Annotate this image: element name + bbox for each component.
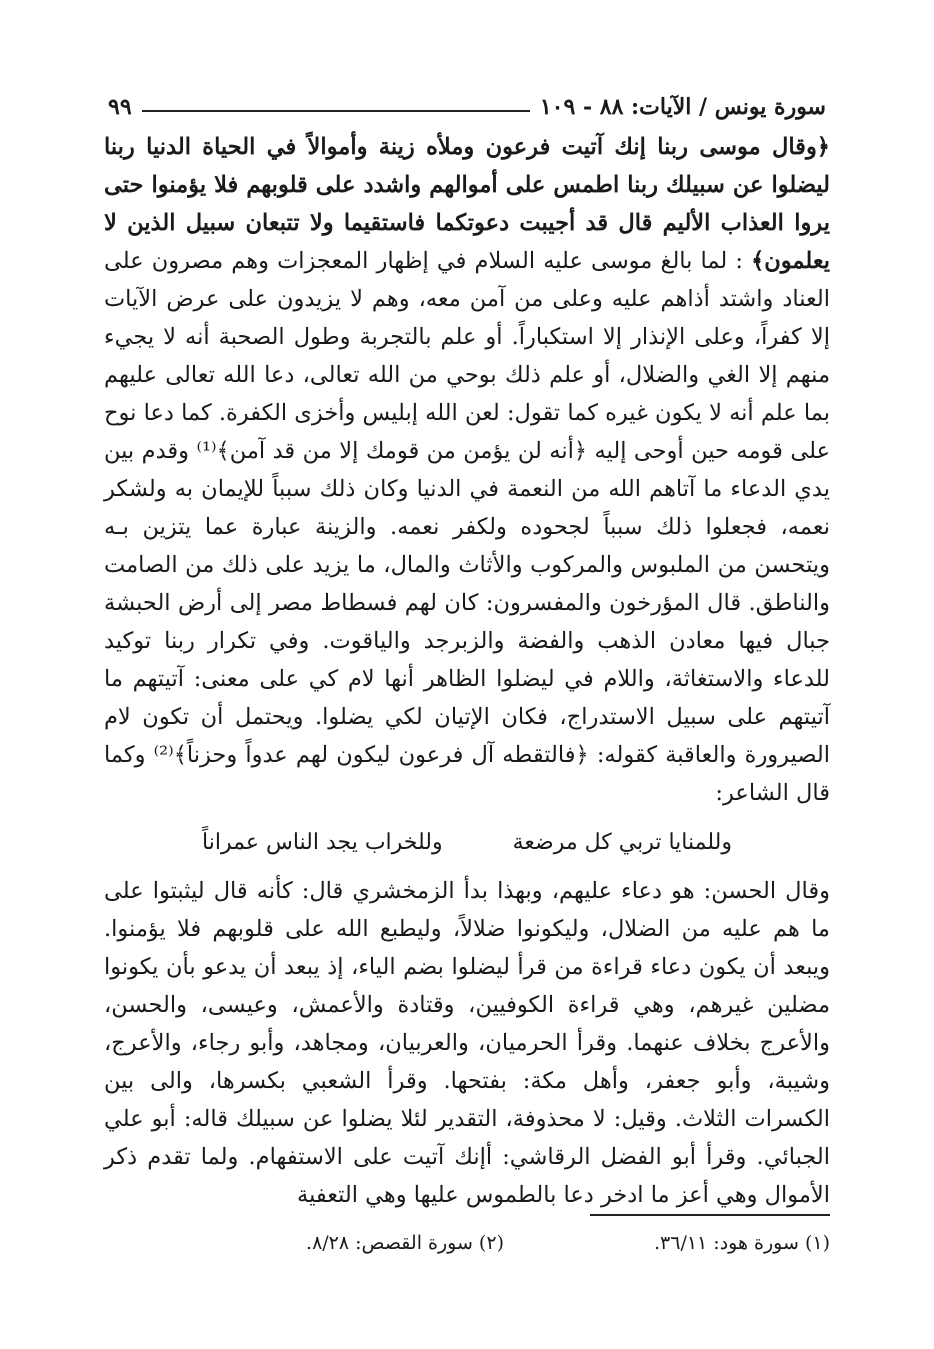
poetry-verse [104, 824, 830, 862]
poem-hemistich-right: وللمنايا تربي كل مرضعة [512, 830, 732, 855]
page-number: ٩٩ [108, 94, 132, 120]
paragraph-1 [104, 128, 830, 812]
main-text [104, 128, 830, 1214]
footnote-1: (١) سورة هود: ٣٦/١١. [653, 1232, 830, 1254]
surah-title: سورة يونس / الآيات: ٨٨ - ١٠٩ [539, 94, 826, 120]
commentary-text: : لما بالغ موسى عليه السلام في إظهار المعجزات وهم مصرون على العناد واشتد أذاهم عليه وعلى من آمن معه، وهم لا يزيدون على عرض الآيات إلا كفراً، وعلى الإنذار إلا استكباراً. أو علم بالتجربة وطول الصحبة أنه لا يجيء منهم إلا الغي والضلال، أو علم ذلك بوحي من الله تعالى، دعا الله تعالى عليهم بما علم أنه لا يكون غيره كما تقول: لعن الله إبليس وأخزى الكفرة. كما دعا نوح على قومه حين أوحى إليه ﴿أنه لن يؤمن من قومك إلا من قد آمن﴾⁽¹⁾ وقدم بين يدي الدعاء ما آتاهم الله من النعمة في الدنيا وكان ذلك سبباً للإيمان به ولشكر نعمه، فجعلوا ذلك سبباً لجحوده ولكفر نعمه. والزينة عبارة عما يتزين بـه ويتحسن من الملبوس والمركوب والأثاث والمال، ما يزيد على ذلك من الصامت والناطق. قال المؤرخون والمفسرون: كان لهم فسطاط مصر إلى أرض الحبشة جبال فيها معادن الذهب والفضة والزبرجد والياقوت. وفي تكرار ربنا توكيد للدعاء والاستغاثة، واللام في ليضلوا الظاهر أنها لام كي على معنى: آتيتهم ما آتيتهم على سبيل الاستدراج، فكان الإتيان لكي يضلوا. ويحتمل أن تكون لام الصيرورة والعاقبة كقوله: ﴿فالتقطه آل فرعون ليكون لهم عدواً وحزناً﴾⁽²⁾ وكما قال الشاعر: [104, 248, 830, 806]
quranic-verse: ﴿وقال موسى ربنا إنك آتيت فرعون وملأه زينة وأموالاً في الحياة الدنيا ربنا ليضلوا عن سبيلك ربنا اطمس على أموالهم واشدد على قلوبهم فلا يؤمنوا حتى يروا العذاب الأليم قال قد أجيبت دعوتكما فاستقيما ولا تتبعان سبيل الذين لا يعلمون﴾ [104, 134, 830, 274]
running-header [108, 80, 826, 120]
footnote-rule [590, 1214, 830, 1216]
poem-hemistich-left: وللخراب يجد الناس عمراناً [202, 830, 443, 855]
footnotes [104, 1232, 830, 1254]
footnote-2: (٢) سورة القصص: ٨/٢٨. [306, 1232, 504, 1254]
paragraph-2: وقال الحسن: هو دعاء عليهم، وبهذا بدأ الزمخشري قال: كأنه قال ليثبتوا على ما هم عليه من الضلال، وليكونوا ضلالاً، وليطبع الله على قلوبهم فلا يؤمنوا. ويبعد أن يكون دعاء قراءة من قرأ ليضلوا بضم الياء، إذ يبعد أن يدعو بأن يكونوا مضلين غيرهم، وهي قراءة الكوفيين، وقتادة والأعمش، وعيسى، والحسن، والأعرج بخلاف عنهما. وقرأ الحرميان، والعربيان، ومجاهد، وأبو رجاء، والأعرج، وشيبة، وأبو جعفر، وأهل مكة: بفتحها. وقرأ الشعبي بكسرها، والى بين الكسرات الثلاث. وقيل: لا محذوفة، التقدير لئلا يضلوا عن سبيلك قاله: أبو علي الجبائي. وقرأ أبو الفضل الرقاشي: أإنك آتيت على الاستفهام. ولما تقدم ذكر الأموال وهي أعز ما ادخر دعا بالطموس عليها وهي التعفية [104, 878, 830, 1208]
header-rule [142, 110, 530, 112]
